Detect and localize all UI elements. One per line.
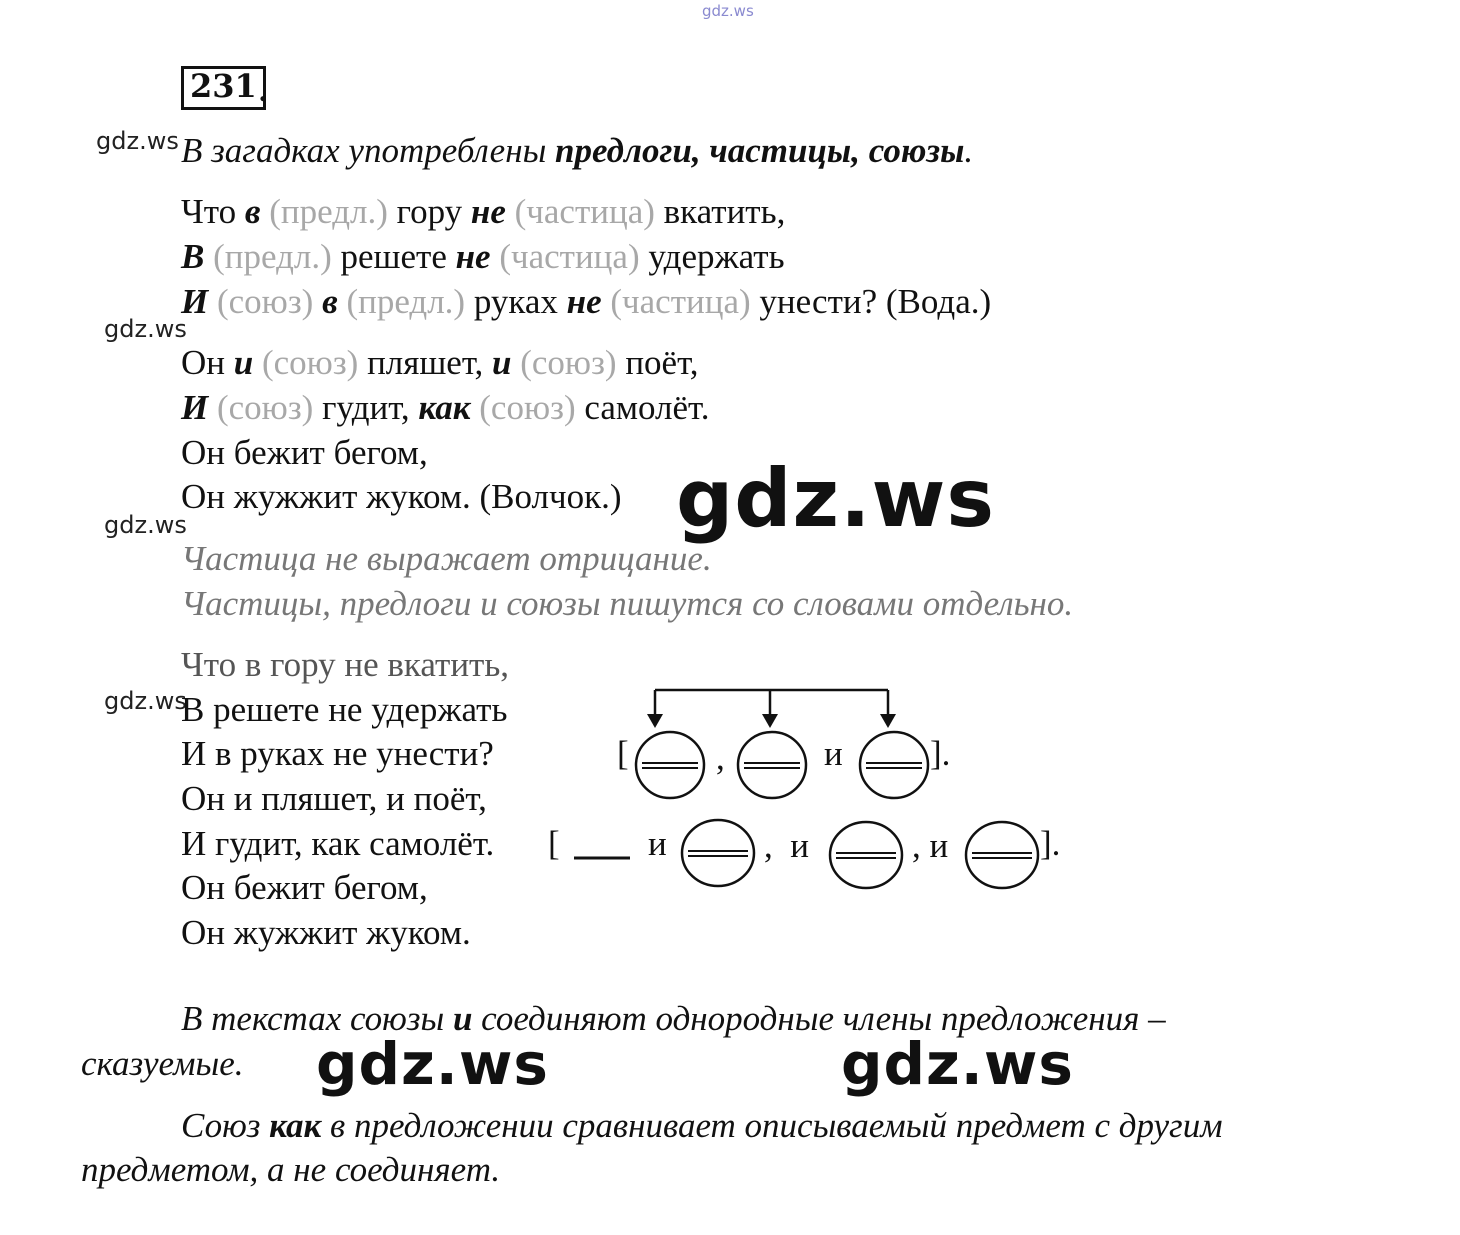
preposition: в [322,282,338,321]
plain-line: Он бежит бегом, [181,868,428,907]
plain-line: Что в гору не вкатить, [181,645,510,684]
text: в предложении сравнивает описываемый предмет с другим [321,1106,1223,1145]
conclusion1-cont: сказуемые. [81,1044,244,1083]
word: гору [387,192,471,231]
note-line: Частицы, предлоги и союзы пишутся со словами отдельно. [181,584,1074,623]
label-pos: (предл.) [260,192,388,231]
predicate-circle [682,820,754,886]
watermark-side: gdz.ws [104,315,187,343]
watermark-big: gdz.ws [676,452,996,545]
conjunction: и [452,999,473,1038]
exercise-number [181,66,266,110]
exercise-number-dot: . [259,72,267,108]
scheme2-close: ]. [1040,824,1061,863]
predicate-circle [636,732,704,798]
label-pos: (частица) [601,282,751,321]
arrow-head [647,714,663,728]
riddle2-line1 [181,340,699,385]
scheme1-sep2: и [824,734,843,773]
word: поёт, [616,343,699,382]
conjunction: И [181,388,209,427]
word: удержать [639,237,785,276]
label-pos: (частица) [490,237,640,276]
text: Союз [181,1106,270,1145]
space [313,282,322,321]
arrow-head [762,714,778,728]
label-pos: (предл.) [204,237,332,276]
scheme2-sep1: и [648,824,667,863]
conjunction: И [181,282,209,321]
word: унести? (Вода.) [750,282,992,321]
scheme1-sep1: , [716,738,725,777]
label-pos: (частица) [505,192,655,231]
conjunction: как [269,1106,322,1145]
word: Что [181,192,245,231]
riddle2-line2 [181,385,709,430]
plain-line: И в руках не унести? [181,734,494,773]
word: вкатить, [654,192,786,231]
word: гудит, [313,388,419,427]
label-pos: (союз) [511,343,617,382]
conjunction: и [233,343,254,382]
watermark-big: gdz.ws [316,1030,549,1098]
riddle2-line4: Он жужжит жуком. (Волчок.) [181,477,622,516]
predicate-circle [966,822,1038,888]
note-line: Частица не выражает отрицание. [181,539,712,578]
word: решете [331,237,456,276]
watermark-side: gdz.ws [104,687,187,715]
plain-line: Он и пляшет, и поёт, [181,779,487,818]
scheme1-close: ]. [930,734,951,773]
watermark-big: gdz.ws [841,1030,1074,1098]
label-pos: (союз) [208,388,314,427]
plain-line: Он жужжит жуком. [181,913,471,952]
scheme2-sep3: , и [912,826,949,865]
conjunction: и [492,343,512,382]
intro-line [181,128,973,173]
preposition: В [181,237,205,276]
label-pos: (предл.) [337,282,466,321]
riddle2-line3: Он бежит бегом, [181,433,428,472]
word: руках [465,282,567,321]
predicate-circle [738,732,806,798]
scheme2-sep2: , и [764,826,809,865]
particle: не [455,237,491,276]
label-pos: (союз) [253,343,359,382]
preposition: в [244,192,261,231]
plain-line: В решете не удержать [181,690,508,729]
conclusion2-line [181,1103,1223,1148]
exercise-number-text: 231 [190,67,257,105]
riddle1-line1 [181,189,785,234]
conjunction: как [418,388,471,427]
watermark-side: gdz.ws [96,127,179,155]
conclusion1-line [181,996,1166,1041]
arrow-head [880,714,896,728]
intro-end: . [964,131,974,170]
text: соединяют однородные члены предложения – [472,999,1166,1038]
watermark-side: gdz.ws [104,511,187,539]
riddle1-line2 [181,234,785,279]
word: Он [181,343,234,382]
intro-text: В загадках употреблены [181,131,556,170]
scheme2-diagram [560,810,1060,900]
intro-bold: предлоги, частицы, союзы [555,131,965,170]
particle: не [470,192,506,231]
predicate-circle [830,822,902,888]
scheme1-open: [ [617,734,629,773]
riddle1-line3 [181,279,991,324]
label-pos: (союз) [470,388,576,427]
label-pos: (союз) [208,282,314,321]
plain-line: И гудит, как самолёт. [181,824,495,863]
predicate-circle [860,732,928,798]
conclusion2-cont: предметом, а не соединяет. [81,1150,501,1189]
scheme2-open: [ [548,824,560,863]
particle: не [566,282,602,321]
word: самолёт. [575,388,710,427]
word: пляшет, [358,343,493,382]
watermark-top: gdz.ws [702,2,754,20]
text: В текстах союзы [181,999,453,1038]
